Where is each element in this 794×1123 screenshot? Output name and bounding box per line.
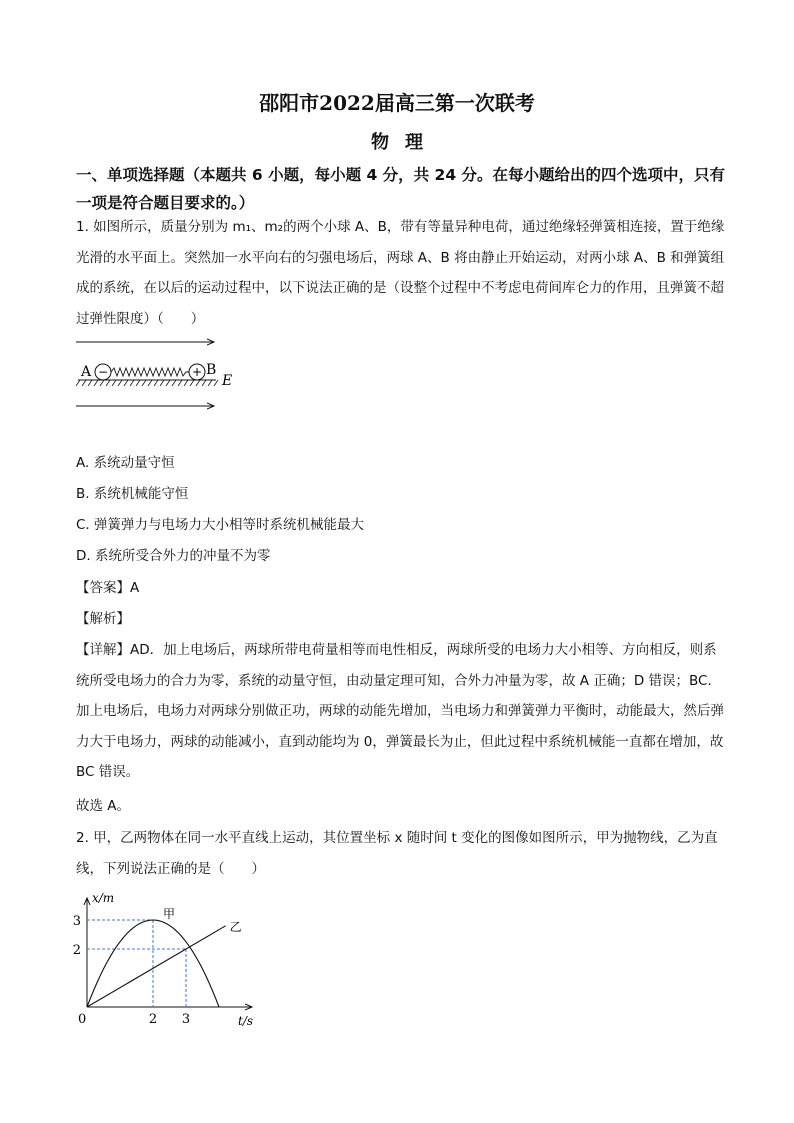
y-tick-label-0: 2 <box>72 943 81 958</box>
ball-a-charge: − <box>97 365 109 379</box>
q1-conclusion: 故选 A。 <box>76 798 131 814</box>
q1-option-d: D. 系统所受合外力的冲量不为零 <box>76 548 271 564</box>
label-a: A <box>81 364 92 380</box>
q1-analysis-label: 【解析】 <box>76 611 130 627</box>
ball-b-charge: + <box>191 365 203 379</box>
spring <box>111 368 189 376</box>
label-e: E <box>222 373 233 389</box>
y-tick-label-1: 3 <box>72 914 81 929</box>
y-axis-label: x/m <box>92 892 115 905</box>
label-b: B <box>206 362 217 378</box>
q1-detail: 【详解】AD．加上电场后，两球所带电荷量相等而电性相反，两球所受的电场力大小相等、方向相反，则系统所受电场力的合力为零，系统的动量守恒，由动量定理可知，合外力冲量为零，故 A 正确；D 错误；BC．加上电场后，电场力对两球分别做正功，两球的动能先增加，当电场力和弹簧弹力平衡时，动能最大，然后弹力大于电场力，两球的动能减小，直到动能均为 0，弹簧最长为止，但此过程中系统机械能一直都在增加，故 BC 错误。 <box>76 642 724 780</box>
q1-answer: 【答案】A <box>76 580 140 596</box>
x-tick-label-0: 2 <box>148 1012 158 1027</box>
question-1-stem: 1. 如图所示，质量分别为 m₁、m₂的两个小球 A、B，带有等量异种电荷，通过绝缘轻弹簧相连接，置于绝缘光滑的水平面上。突然加一水平向右的匀强电场后，两球 A、B 将由静止开始运动，对两小球 A、B 和弹簧组成的系统，在以后的运动过程中，以下说法正确的是（设整个过程中不考虑电荷间库仑力的作用，且弹簧不超过弹性限度）（ ） <box>76 219 725 327</box>
q1-figure <box>76 334 246 414</box>
series-label-0: 甲 <box>163 907 176 921</box>
origin-label: 0 <box>78 1012 87 1027</box>
subject-title: 物理 <box>371 132 439 153</box>
section-heading: 一、单项选择题（本题共 6 小题，每小题 4 分，共 24 分。在每小题给出的四个选项中，只有一项是符合题目要求的。） <box>76 166 726 212</box>
series-line-0 <box>87 920 219 1007</box>
x-axis-label: t/s <box>238 1014 254 1028</box>
series-label-1: 乙 <box>229 919 242 934</box>
series-line-1 <box>87 926 226 1007</box>
exam-title: 邵阳市2022届高三第一次联考 <box>259 91 535 115</box>
q2-chart <box>70 892 270 1032</box>
q1-option-b: B. 系统机械能守恒 <box>76 486 189 502</box>
q1-option-c: C. 弹簧弹力与电场力大小相等时系统机械能最大 <box>76 517 365 533</box>
ground-hatching <box>76 380 218 386</box>
question-2-stem: 2. 甲，乙两物体在同一水平直线上运动，其位置坐标 x 随时间 t 变化的图像如图所示，甲为抛物线，乙为直线，下列说法正确的是（ ） <box>76 830 718 877</box>
q1-option-a: A. 系统动量守恒 <box>76 455 175 471</box>
x-tick-label-1: 3 <box>181 1012 191 1027</box>
